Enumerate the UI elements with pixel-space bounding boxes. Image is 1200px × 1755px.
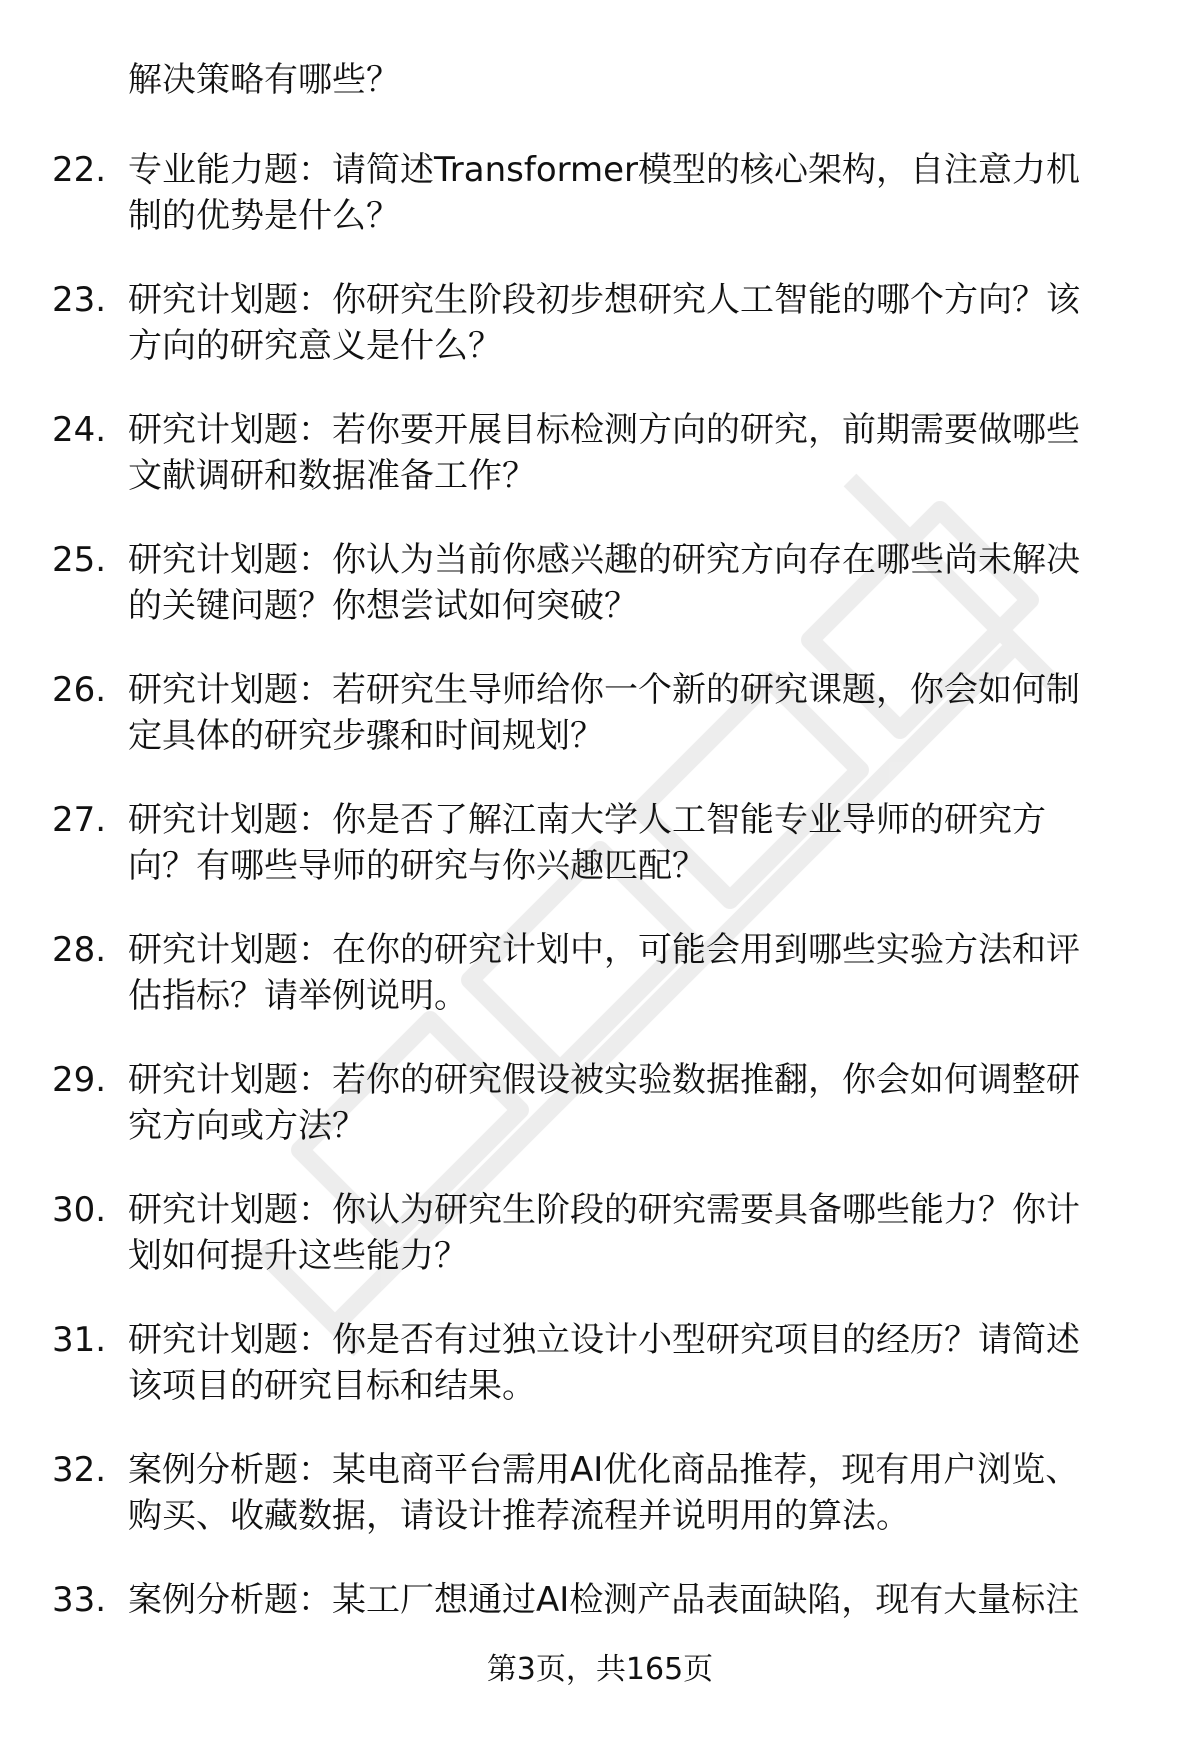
question-text-line2: 的关键问题？你想尝试如何突破？ xyxy=(128,586,638,626)
question-number: 27. xyxy=(52,800,107,840)
question-text-line2: 定具体的研究步骤和时间规划？ xyxy=(128,716,604,756)
question-number: 31. xyxy=(52,1320,107,1360)
question-item xyxy=(0,796,1200,926)
question-number: 23. xyxy=(52,280,107,320)
question-list xyxy=(0,146,1200,1706)
question-text-line2: 方向的研究意义是什么？ xyxy=(128,326,502,366)
question-item xyxy=(0,406,1200,536)
question-number: 32. xyxy=(52,1450,107,1490)
question-text-line2: 制的优势是什么？ xyxy=(128,196,400,236)
question-text-line1: 研究计划题：你认为当前你感兴趣的研究方向存在哪些尚未解决 xyxy=(128,540,1080,580)
question-text-line1: 研究计划题：你认为研究生阶段的研究需要具备哪些能力？你计 xyxy=(128,1190,1080,1230)
question-number: 29. xyxy=(52,1060,107,1100)
question-item xyxy=(0,1316,1200,1446)
question-item xyxy=(0,666,1200,796)
question-text-line1: 研究计划题：你是否了解江南大学人工智能专业导师的研究方 xyxy=(128,800,1046,840)
question-text-line1: 研究计划题：在你的研究计划中，可能会用到哪些实验方法和评 xyxy=(128,930,1080,970)
question-text-line2: 估指标？请举例说明。 xyxy=(128,976,468,1016)
question-text-line1: 案例分析题：某电商平台需用AI优化商品推荐，现有用户浏览、 xyxy=(128,1450,1080,1490)
question-item xyxy=(0,1446,1200,1576)
question-text-line1: 案例分析题：某工厂想通过AI检测产品表面缺陷，现有大量标注 xyxy=(128,1580,1080,1620)
question-number: 33. xyxy=(52,1580,107,1620)
question-text-line2: 向？有哪些导师的研究与你兴趣匹配？ xyxy=(128,846,706,886)
question-text-line1: 研究计划题：若研究生导师给你一个新的研究课题，你会如何制 xyxy=(128,670,1080,710)
question-text-line1: 研究计划题：若你要开展目标检测方向的研究，前期需要做哪些 xyxy=(128,410,1080,450)
question-text-line1: 研究计划题：你是否有过独立设计小型研究项目的经历？请简述 xyxy=(128,1320,1080,1360)
question-item xyxy=(0,1056,1200,1186)
question-text-line1: 研究计划题：你研究生阶段初步想研究人工智能的哪个方向？该 xyxy=(128,280,1080,320)
question-item xyxy=(0,276,1200,406)
question-number: 28. xyxy=(52,930,107,970)
question-item xyxy=(0,1186,1200,1316)
question-item xyxy=(0,926,1200,1056)
question-text-line2: 购买、收藏数据，请设计推荐流程并说明用的算法。 xyxy=(128,1496,910,1536)
question-text-line2: 该项目的研究目标和结果。 xyxy=(128,1366,536,1406)
question-number: 26. xyxy=(52,670,107,710)
question-number: 25. xyxy=(52,540,107,580)
question-text-line1: 专业能力题：请简述Transformer模型的核心架构，自注意力机 xyxy=(128,150,1081,190)
question-text-line2: 文献调研和数据准备工作？ xyxy=(128,456,536,496)
question-number: 30. xyxy=(52,1190,107,1230)
question-number: 22. xyxy=(52,150,107,190)
question-number: 24. xyxy=(52,410,107,450)
page-footer: 第3页，共165页 xyxy=(486,1652,714,1687)
question-item xyxy=(0,536,1200,666)
continuation-text: 解决策略有哪些？ xyxy=(128,60,400,100)
question-text-line2: 究方向或方法？ xyxy=(128,1106,366,1146)
question-item xyxy=(0,146,1200,276)
question-text-line1: 研究计划题：若你的研究假设被实验数据推翻，你会如何调整研 xyxy=(128,1060,1080,1100)
question-text-line2: 划如何提升这些能力？ xyxy=(128,1236,468,1276)
